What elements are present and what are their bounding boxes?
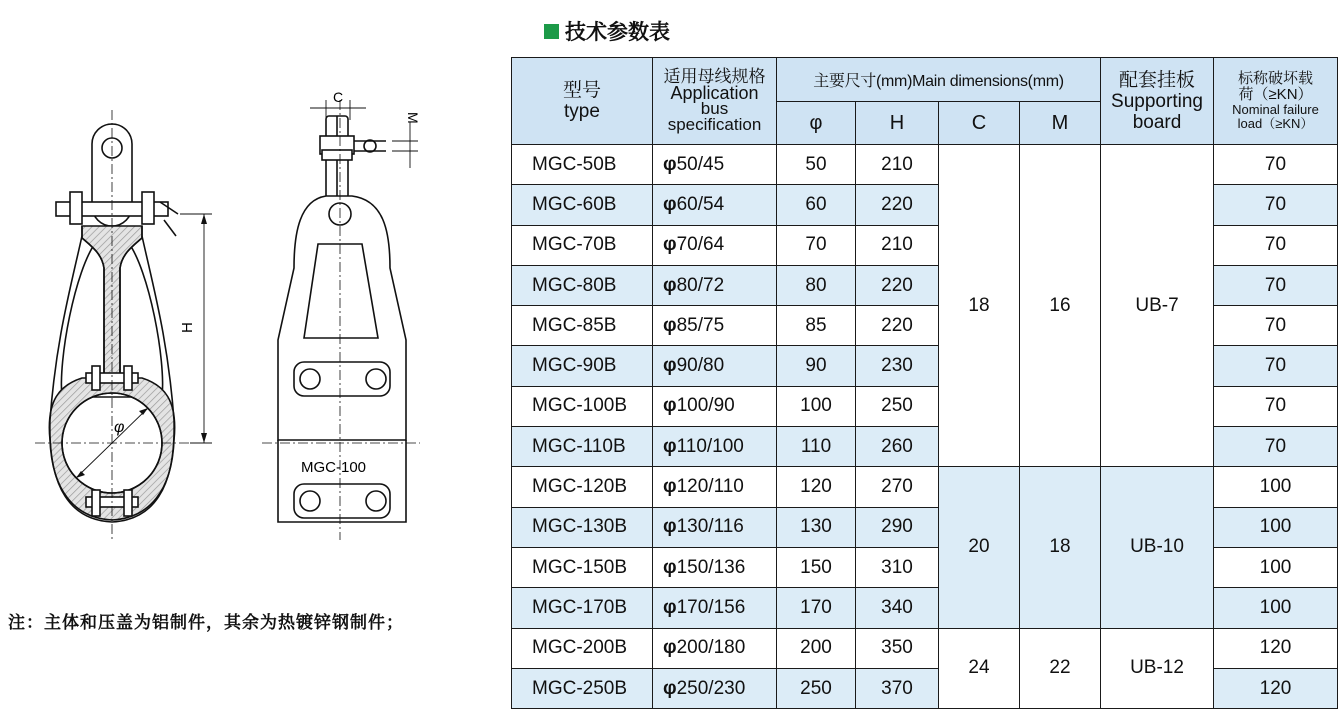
table-row	[512, 588, 1338, 628]
cell-h: 210	[856, 225, 939, 265]
phi-symbol: φ	[663, 556, 677, 578]
cell-h: 250	[856, 386, 939, 426]
model-label: MGC-100	[301, 459, 367, 476]
phi-symbol: φ	[663, 234, 677, 256]
cell-bus-value: 80/72	[676, 274, 725, 296]
cell-phi: 90	[777, 346, 856, 386]
cell-c: 24	[939, 628, 1020, 709]
table-row	[512, 306, 1338, 346]
cell-h: 350	[856, 628, 939, 668]
cell-type: MGC-80B	[512, 265, 653, 305]
phi-symbol: φ	[663, 355, 677, 377]
table-row	[512, 145, 1338, 185]
cell-bus	[653, 427, 777, 467]
cell-h: 370	[856, 668, 939, 708]
phi-symbol: φ	[663, 637, 677, 659]
header-board-cn: 配套挂板	[1118, 69, 1195, 91]
phi-symbol: φ	[663, 476, 677, 498]
cell-h: 210	[856, 145, 939, 185]
header-m: M	[1020, 102, 1101, 145]
cell-phi: 170	[777, 588, 856, 628]
header-bus-en1: Application	[670, 83, 759, 103]
cell-type: MGC-85B	[512, 306, 653, 346]
cell-type: MGC-110B	[512, 427, 653, 467]
cell-type: MGC-90B	[512, 346, 653, 386]
header-bus-en2: bus	[700, 99, 729, 118]
header-board-en1: Supporting	[1111, 90, 1203, 112]
cell-bus-value: 200/180	[676, 637, 746, 659]
cell-h: 340	[856, 588, 939, 628]
cell-type: MGC-170B	[512, 588, 653, 628]
header-load-cn2: 荷（≥KN）	[1238, 86, 1313, 103]
header-type-cn: 型号	[562, 80, 601, 101]
cell-type: MGC-200B	[512, 628, 653, 668]
cell-load: 100	[1214, 547, 1338, 587]
table-row	[512, 668, 1338, 708]
cell-m: 22	[1020, 628, 1101, 709]
cell-type: MGC-50B	[512, 145, 653, 185]
header-phi: φ	[777, 102, 856, 145]
phi-symbol: φ	[663, 274, 677, 296]
phi-symbol: φ	[663, 677, 677, 699]
cell-phi: 110	[777, 427, 856, 467]
table-row	[512, 225, 1338, 265]
cell-bus	[653, 507, 777, 547]
cell-bus	[653, 346, 777, 386]
table-row	[512, 346, 1338, 386]
cell-load: 70	[1214, 225, 1338, 265]
cell-bus-value: 50/45	[676, 153, 725, 175]
cell-phi: 120	[777, 467, 856, 507]
phi-symbol: φ	[663, 395, 677, 417]
cell-phi: 150	[777, 547, 856, 587]
cell-bus	[653, 225, 777, 265]
cell-c: 18	[939, 145, 1020, 467]
cell-bus-value: 90/80	[676, 355, 725, 377]
header-load	[1214, 58, 1338, 145]
cell-bus-value: 170/156	[676, 596, 746, 618]
cell-h: 220	[856, 306, 939, 346]
header-type-en: type	[564, 101, 600, 122]
cell-type: MGC-60B	[512, 185, 653, 225]
phi-symbol: φ	[663, 193, 677, 215]
cell-phi: 100	[777, 386, 856, 426]
table-row	[512, 467, 1338, 507]
cell-type: MGC-150B	[512, 547, 653, 587]
header-c: C	[939, 102, 1020, 145]
cell-c: 20	[939, 467, 1020, 628]
cell-load: 70	[1214, 306, 1338, 346]
cell-bus-value: 150/136	[676, 556, 746, 578]
header-type	[512, 58, 653, 145]
table-row	[512, 185, 1338, 225]
table-row	[512, 427, 1338, 467]
section-header	[544, 16, 670, 46]
phi-symbol: φ	[663, 596, 677, 618]
cell-h: 270	[856, 467, 939, 507]
header-main-dims: 主要尺寸(mm)Main dimensions(mm)	[777, 58, 1101, 102]
material-note: 注：主体和压盖为铝制件，其余为热镀锌钢制件；	[8, 613, 404, 633]
cell-bus	[653, 185, 777, 225]
cell-phi: 60	[777, 185, 856, 225]
header-board	[1101, 58, 1214, 145]
cell-type: MGC-70B	[512, 225, 653, 265]
cell-bus-value: 70/64	[676, 234, 725, 256]
cell-h: 260	[856, 427, 939, 467]
cell-phi: 200	[777, 628, 856, 668]
cell-load: 120	[1214, 668, 1338, 708]
cell-bus-value: 110/100	[676, 435, 744, 457]
cell-phi: 70	[777, 225, 856, 265]
label-h: H	[179, 322, 196, 333]
cell-bus	[653, 588, 777, 628]
cell-type: MGC-120B	[512, 467, 653, 507]
header-load-en2: load（≥KN）	[1237, 116, 1314, 131]
cell-phi: 80	[777, 265, 856, 305]
section-title: 技术参数表	[565, 20, 670, 44]
cell-load: 100	[1214, 588, 1338, 628]
cell-load: 120	[1214, 628, 1338, 668]
cell-bus-value: 250/230	[676, 677, 746, 699]
cell-bus	[653, 668, 777, 708]
table-row	[512, 628, 1338, 668]
label-m: M	[405, 112, 421, 124]
phi-symbol: φ	[663, 435, 677, 457]
cell-load: 70	[1214, 427, 1338, 467]
table-row	[512, 265, 1338, 305]
header-bus	[653, 58, 777, 145]
cell-bus	[653, 145, 777, 185]
label-c: C	[333, 89, 344, 105]
table-row	[512, 386, 1338, 426]
spec-table-body	[512, 145, 1338, 709]
header-board-en2: board	[1132, 111, 1182, 133]
cell-phi: 85	[777, 306, 856, 346]
cell-load: 70	[1214, 386, 1338, 426]
table-row	[512, 507, 1338, 547]
cell-bus-value: 60/54	[676, 193, 725, 215]
cell-bus	[653, 265, 777, 305]
cell-board: UB-10	[1101, 467, 1214, 628]
cell-h: 290	[856, 507, 939, 547]
cell-m: 18	[1020, 467, 1101, 628]
spec-table	[511, 57, 1338, 709]
cell-load: 70	[1214, 346, 1338, 386]
cell-phi: 50	[777, 145, 856, 185]
cell-load: 100	[1214, 507, 1338, 547]
cell-bus	[653, 386, 777, 426]
cell-h: 310	[856, 547, 939, 587]
cell-bus-value: 120/110	[676, 476, 744, 498]
header-bus-en3: specification	[667, 115, 762, 134]
label-phi: φ	[114, 419, 125, 436]
cell-board: UB-7	[1101, 145, 1214, 467]
header-bus-cn: 适用母线规格	[663, 67, 766, 86]
table-row	[512, 547, 1338, 587]
header-h: H	[856, 102, 939, 145]
phi-symbol: φ	[663, 153, 677, 175]
phi-symbol: φ	[663, 314, 677, 336]
green-square-icon	[544, 24, 559, 39]
cell-type: MGC-250B	[512, 668, 653, 708]
cell-load: 100	[1214, 467, 1338, 507]
cell-h: 220	[856, 185, 939, 225]
cell-bus	[653, 467, 777, 507]
cell-phi: 250	[777, 668, 856, 708]
cell-type: MGC-130B	[512, 507, 653, 547]
cell-load: 70	[1214, 185, 1338, 225]
cell-load: 70	[1214, 145, 1338, 185]
technical-drawing	[0, 0, 520, 600]
header-load-en1: Nominal failure	[1232, 102, 1319, 117]
cell-h: 230	[856, 346, 939, 386]
cell-phi: 130	[777, 507, 856, 547]
cell-m: 16	[1020, 145, 1101, 467]
cell-bus	[653, 547, 777, 587]
cell-bus	[653, 628, 777, 668]
cell-load: 70	[1214, 265, 1338, 305]
cell-bus-value: 85/75	[676, 314, 725, 336]
cell-bus-value: 100/90	[676, 395, 735, 417]
cell-h: 220	[856, 265, 939, 305]
cell-bus	[653, 306, 777, 346]
header-load-cn1: 标称破坏载	[1237, 70, 1313, 87]
phi-symbol: φ	[663, 516, 677, 538]
cell-board: UB-12	[1101, 628, 1214, 709]
cell-type: MGC-100B	[512, 386, 653, 426]
cell-bus-value: 130/116	[676, 516, 744, 538]
